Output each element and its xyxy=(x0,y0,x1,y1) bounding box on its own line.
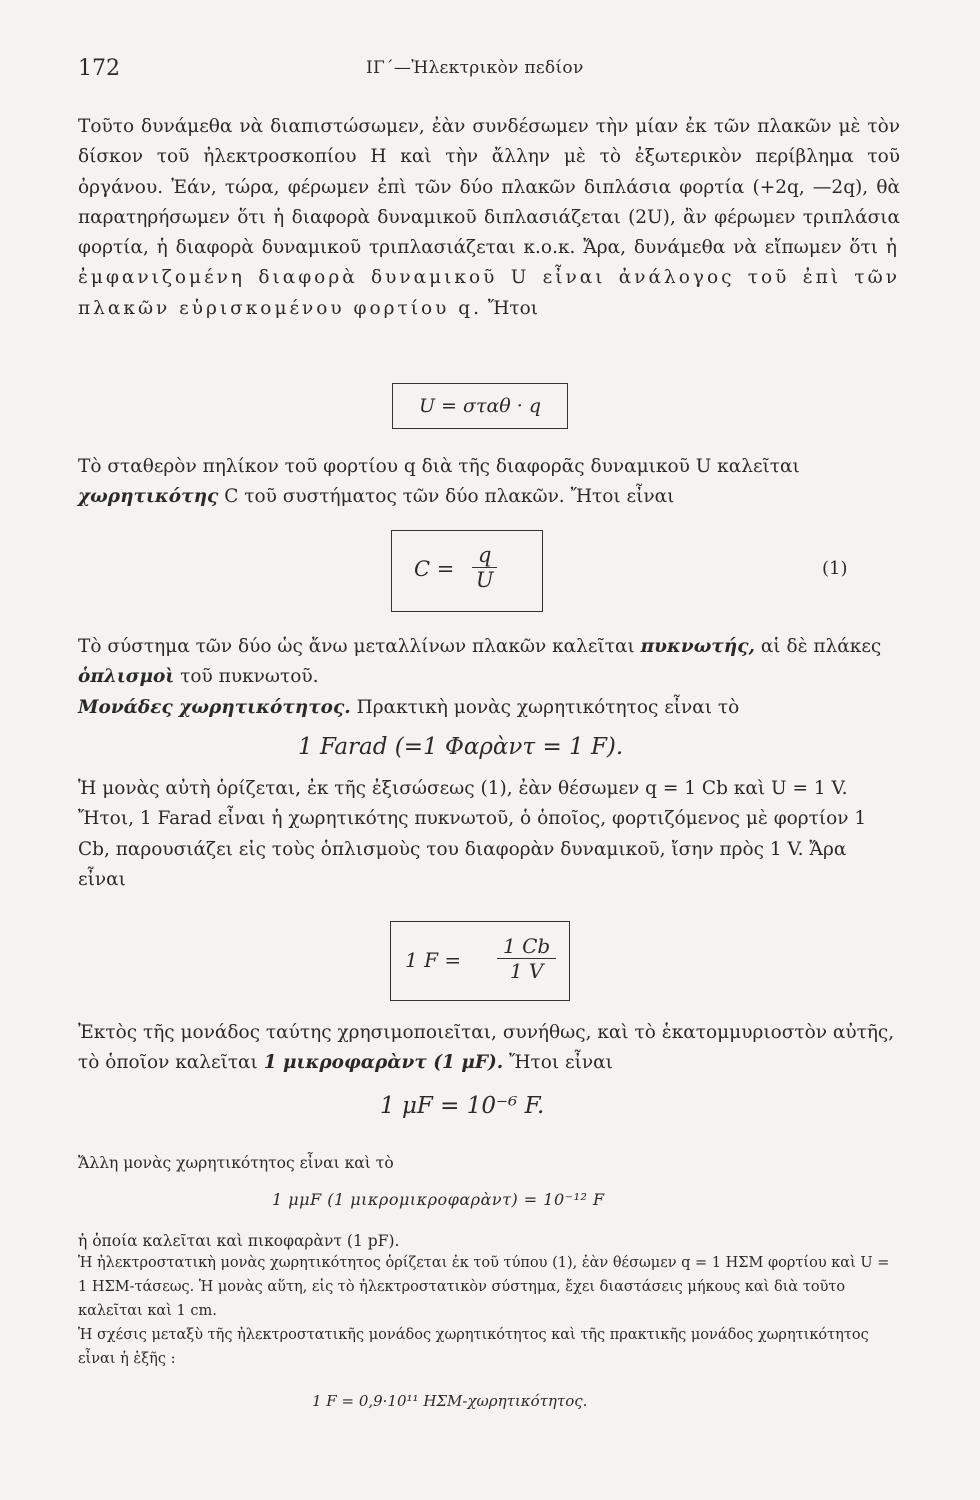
formula-c-equals-q-over-u xyxy=(391,530,543,612)
smallprint-relation: Ἡ σχέσις μεταξὺ τῆς ἠλεκτροστατικῆς μονάδος χωρητικότητος καὶ τῆς πρακτικῆς μονάδος χωρητικότητος εἶναι ἡ ἑξῆς : xyxy=(78,1327,869,1367)
para1-end: Ἤτοι xyxy=(487,297,538,319)
para5-text-a: Ἐκτὸς τῆς μονάδος ταύτης χρησιμοποιεῖται, συνήθως, καὶ τὸ ἑκατομμυριοστὸν αὐτῆς, τὸ ὁποῖον καλεῖται xyxy=(78,1022,895,1074)
formula3-lhs: 1 F = xyxy=(405,948,462,972)
formula-u-const-q: U = σταθ · q xyxy=(392,383,568,429)
term-capacitance: χωρητικότης xyxy=(78,486,219,508)
running-head: ΙΓ΄—Ἠλεκτρικὸν πεδίον xyxy=(366,58,584,78)
para3-text-d: Πρακτικὴ μονὰς χωρητικότητος εἶναι τὸ xyxy=(356,696,740,718)
smallprint-other-unit: Ἄλλη μονὰς χωρητικότητος εἶναι καὶ τὸ xyxy=(78,1154,394,1172)
formula2-fraction xyxy=(472,543,497,592)
para1-text: Τοῦτο δυνάμεθα νὰ διαπιστώσωμεν, ἐὰν συνδέσωμεν τὴν μίαν ἐκ τῶν πλακῶν μὲ τὸν δίσκον τοῦ ἠλεκτροσκοπίου Η καὶ τὴν ἄλλην μὲ τὸ ἐξωτερικὸν περίβλημα τοῦ ὀργάνου. Ἐάν, τώρα, φέρωμεν ἐπὶ τῶν δύο πλακῶν διπλάσια φορτία (+2q, —2q), θὰ παρατηρήσωμεν ὅτι ἡ διαφορὰ δυναμικοῦ διπλασιάζεται (2U), ἂν φέρωμεν τριπλάσια φορτία, ἡ διαφορὰ δυναμικοῦ τριπλασιάζεται κ.ο.κ. Ἄρα, δυνάμεθα νὰ εἴπωμεν ὅτι xyxy=(78,116,900,259)
para3-text-b: αἱ δὲ πλάκες xyxy=(760,636,882,657)
formula3-numerator: 1 Cb xyxy=(497,934,556,959)
paragraph-proportionality xyxy=(78,112,900,324)
page-header xyxy=(78,56,898,88)
formula3-fraction xyxy=(497,934,556,983)
smallprint-picofarad: ἡ ὁποία καλεῖται καὶ πικοφαρὰντ (1 pF). xyxy=(78,1232,400,1250)
formula-microfarad: 1 μF = 10⁻⁶ F. xyxy=(380,1093,545,1119)
term-capacitor: πυκνωτής, xyxy=(640,636,755,657)
formula2-lhs: C = xyxy=(414,557,455,581)
paragraph-capacitance-definition xyxy=(78,452,900,513)
smallprint-electrostatic-unit: Ἡ ἠλεκτροστατικὴ μονὰς χωρητικότητος ὁρίζεται ἐκ τοῦ τύπου (1), ἐὰν θέσωμεν q = 1 ΗΣΜ φορτίου καὶ U = 1 ΗΣΜ-τάσεως. Ἡ μονὰς αὕτη, εἰς τὸ ἠλεκτροστατικὸν σύστημα, ἔχει διαστάσεις μήκους καὶ διὰ τοῦτο καλεῖται καὶ 1 cm. xyxy=(78,1255,890,1319)
formula-1f-equals-1cb-over-1v xyxy=(390,921,570,1001)
formula-relation: 1 F = 0,9·10¹¹ ΗΣΜ-χωρητικότητος. xyxy=(312,1392,588,1410)
para3-text-c: τοῦ πυκνωτοῦ. xyxy=(180,666,319,688)
section-heading-units: Μονάδες χωρητικότητος. xyxy=(78,696,351,718)
formula-farad: 1 Farad (=1 Φαρὰντ = 1 F). xyxy=(298,734,624,760)
formula2-numerator: q xyxy=(472,543,497,568)
page-number: 172 xyxy=(78,56,120,81)
paragraph-capacitor xyxy=(78,632,900,723)
para5-text-b: Ἤτοι εἶναι xyxy=(509,1052,613,1074)
para2-text-b: C τοῦ συστήματος τῶν δύο πλακῶν. Ἤτοι εἶναι xyxy=(224,486,675,508)
paragraph-farad-definition: Ἡ μονὰς αὐτὴ ὁρίζεται, ἐκ τῆς ἐξισώσεως (1), ἐὰν θέσωμεν q = 1 Cb καὶ U = 1 V. Ἤτοι, 1 Farad εἶναι ἡ χωρητικότης πυκνωτοῦ, ὁ ὁποῖος, φορτιζόμενος μὲ φορτίον 1 Cb, παρουσιάζει εἰς τοὺς ὁπλισμοὺς του διαφορὰν δυναμικοῦ, ἴσην πρὸς 1 V. Ἄρα εἶναι xyxy=(78,778,867,890)
term-plates: ὁπλισμοὶ xyxy=(78,666,175,688)
formula-picofarad: 1 μμF (1 μικρομικροφαρὰντ) = 10⁻¹² F xyxy=(272,1190,605,1209)
formula2-denominator: U xyxy=(475,568,494,592)
para1-spaced-statement: ἡ ἐμφανιζομένη διαφορὰ δυναμικοῦ U εἶναι ἀνάλογος τοῦ ἐπὶ τῶν πλακῶν εὑρισκομένου φορτίου q. xyxy=(78,237,900,319)
formula3-denominator: 1 V xyxy=(509,959,544,983)
paragraph-microfarad xyxy=(78,1018,900,1079)
para2-text-a: Τὸ σταθερὸν πηλίκον τοῦ φορτίου q διὰ τῆς διαφορᾶς δυναμικοῦ U καλεῖται xyxy=(78,456,800,477)
term-microfarad: 1 μικροφαρὰντ (1 μF). xyxy=(263,1052,504,1074)
equation-number: (1) xyxy=(822,558,848,579)
para3-text-a: Τὸ σύστημα τῶν δύο ὡς ἄνω μεταλλίνων πλακῶν καλεῖται xyxy=(78,636,635,657)
